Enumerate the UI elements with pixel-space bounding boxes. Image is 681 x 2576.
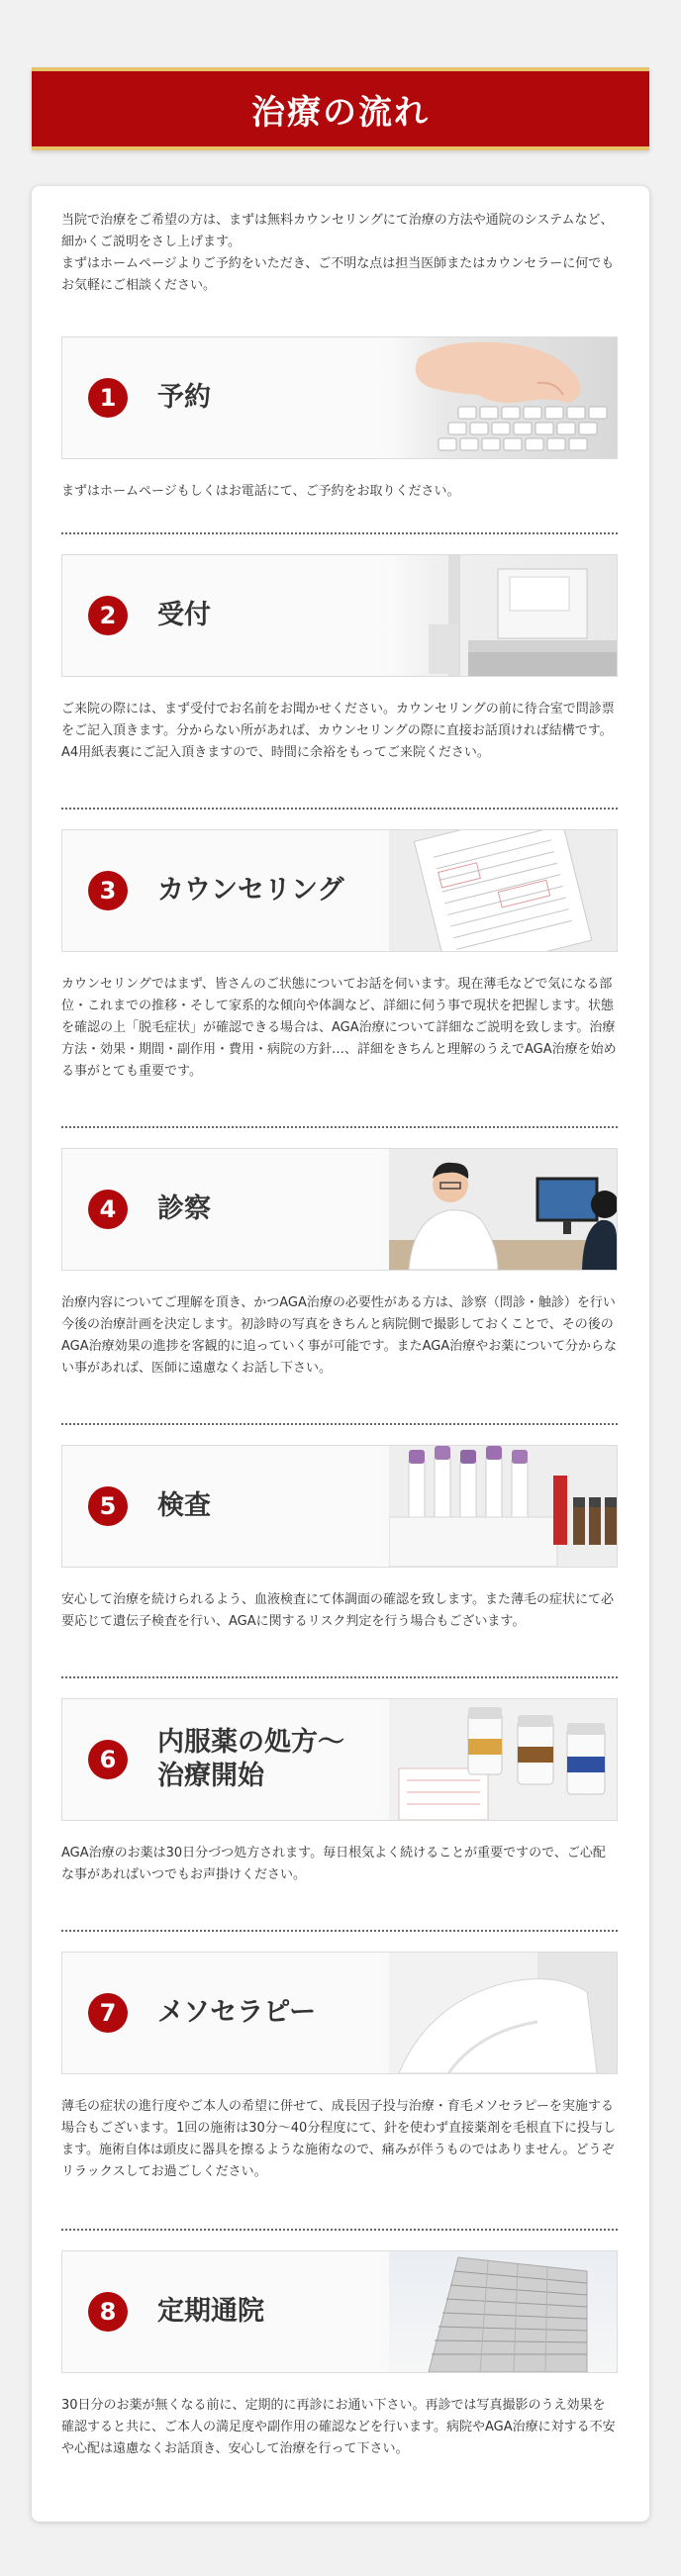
step-divider xyxy=(61,1930,618,1932)
step-number-6: 6 xyxy=(88,1740,128,1779)
step-title-5: 検査 xyxy=(157,1490,211,1521)
document-photo xyxy=(389,830,617,951)
treatment-chair-photo xyxy=(389,1953,617,2073)
step-desc-6: AGA治療のお薬は30日分づつ処方されます。毎日根気よく続けることが重要ですので、ご心配な事があればいつでもお声掛けください。 xyxy=(61,1846,606,1882)
step-6-panel xyxy=(61,1698,618,1821)
step-number-4: 4 xyxy=(88,1190,128,1229)
medicine-photo xyxy=(389,1699,617,1820)
doctor-photo xyxy=(389,1149,617,1270)
step-2 xyxy=(61,554,618,764)
step-7-panel xyxy=(61,1952,618,2074)
step-desc-7: 薄毛の症状の進行度やご本人の希望に併せて、成長因子投与治療・育毛メソセラピーを実施する場合もございます。1回の施術は30分～40分程度にて、針を使わず直接薬剤を毛根直下に投与します。施術自体は頭皮に器具を擦るような施術なので、痛みが伴うものではありません。どうぞリラックスしてお過ごしください。 xyxy=(61,2099,617,2179)
intro-line-1: 当院で治療をご希望の方は、まずは無料カウンセリングにて治療の方法や通院のシステムなど、細かくご説明をさし上げます。 xyxy=(61,213,614,249)
test-tubes-photo xyxy=(389,1446,617,1567)
step-3-panel xyxy=(61,829,618,952)
step-title-6 xyxy=(157,1699,344,1820)
step-number-7: 7 xyxy=(88,1993,128,2033)
intro-text xyxy=(61,210,626,297)
intro-line-2: まずはホームページよりご予約をいただき、ご不明な点は担当医師またはカウンセラーに何でもお気軽にご相談ください。 xyxy=(61,256,615,293)
step-8 xyxy=(61,2250,618,2460)
step-title-2: 受付 xyxy=(157,600,211,630)
step-7 xyxy=(61,1952,618,2183)
step-title-6-line-1: 内服薬の処方～ xyxy=(157,1727,344,1758)
step-number-3: 3 xyxy=(88,871,128,910)
step-divider xyxy=(61,808,618,810)
step-number-8: 8 xyxy=(88,2292,128,2332)
step-4-panel xyxy=(61,1148,618,1271)
step-5 xyxy=(61,1445,618,1633)
step-title-8: 定期通院 xyxy=(157,2296,264,2327)
step-desc-1: まずはホームページもしくはお電話にて、ご予約をお取りください。 xyxy=(61,484,460,499)
step-divider xyxy=(61,1676,618,1678)
step-desc-8: 30日分のお薬が無くなる前に、定期的に再診にお通い下さい。再診では写真撮影のうえ効果を確認すると共に、ご本人の満足度や副作用の確認などを行います。病院やAGA治療に対する不安や心配は遠慮なくお話頂き、安心して治療を行って下さい。 xyxy=(61,2398,616,2456)
step-title-4: 診察 xyxy=(157,1193,211,1224)
building-photo xyxy=(389,2251,617,2372)
step-divider xyxy=(61,2229,618,2231)
step-number-1: 1 xyxy=(88,378,128,418)
step-1-panel xyxy=(61,336,618,459)
step-6 xyxy=(61,1698,618,1886)
step-title-1: 予約 xyxy=(157,382,211,413)
step-title-3: カウンセリング xyxy=(157,875,344,906)
step-3 xyxy=(61,829,618,1083)
step-desc-5: 安心して治療を続けられるよう、血液検査にて体調面の確認を致します。また薄毛の症状にて必要応じて遺伝子検査を行い、AGAに関するリスク判定を行う場合もございます。 xyxy=(61,1592,614,1629)
step-number-5: 5 xyxy=(88,1486,128,1526)
step-title-6-line-2: 治療開始 xyxy=(157,1761,264,1791)
page-header xyxy=(32,67,649,150)
step-desc-3: カウンセリングではまず、皆さんのご状態についてお話を伺います。現在薄毛などで気になる部位・これまでの推移・そして家系的な傾向や体調など、詳細に伺う事で現状を把握します。状態を確認の上「脱毛症状」が確認できる場合は、AGA治療について詳細なご説明を致します。治療方法・効果・期間・副作用・費用・病院の方針…、詳細をきちんと理解のうえでAGA治療を始める事がとても重要です。 xyxy=(61,977,617,1079)
step-5-panel xyxy=(61,1445,618,1568)
step-4 xyxy=(61,1148,618,1380)
page-title: 治療の流れ xyxy=(251,92,430,133)
keyboard-photo xyxy=(389,337,617,458)
step-1 xyxy=(61,336,618,503)
step-2-panel xyxy=(61,554,618,677)
step-desc-2: ご来院の際には、まず受付でお名前をお聞かせください。カウンセリングの前に待合室で問診票をご記入頂きます。分からない所があれば、カウンセリングの際に直接お話頂ければ結構です。A4用紙表裏にご記入頂きますので、時間に余裕をもってご来院ください。 xyxy=(61,702,615,760)
step-number-2: 2 xyxy=(88,596,128,635)
step-divider xyxy=(61,1423,618,1425)
flow-card xyxy=(32,186,649,2522)
step-8-panel xyxy=(61,2250,618,2373)
step-divider xyxy=(61,1126,618,1128)
step-divider xyxy=(61,532,618,534)
reception-photo xyxy=(389,555,617,676)
step-desc-4: 治療内容についてご理解を頂き、かつAGA治療の必要性がある方は、診察（問診・触診）を行い今後の治療計画を決定します。初診時の写真をきちんと病院側で撮影しておくことで、その後のAGA治療効果の進捗を客観的に追っていく事が可能です。またAGA治療やお薬について分からない事があれば、医師に遠慮なくお話し下さい。 xyxy=(61,1295,617,1376)
step-title-7: メソセラピー xyxy=(157,1997,317,2028)
